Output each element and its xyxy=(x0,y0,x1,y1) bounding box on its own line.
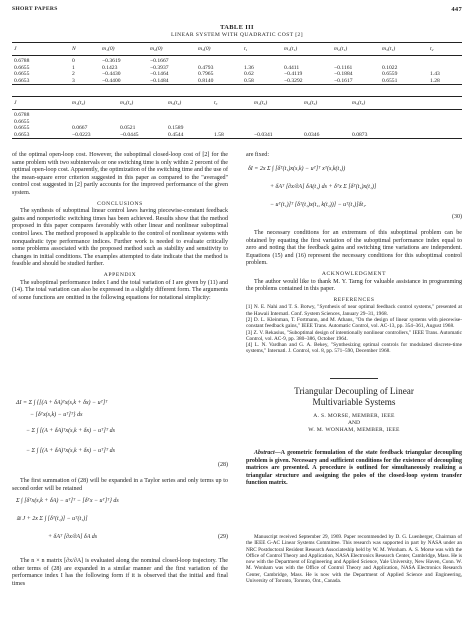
table-cell: 0.4411 xyxy=(284,64,300,71)
column-header: m₂(t₃) xyxy=(304,99,318,106)
table-cell: 0.1022 xyxy=(382,64,398,71)
table-cell: 0.6653 xyxy=(14,77,30,84)
table-cell: 0.1589 xyxy=(168,125,184,132)
table-cell xyxy=(118,110,166,119)
table-cell xyxy=(428,65,462,72)
right-column xyxy=(246,230,462,355)
table-cell: 3 xyxy=(72,77,75,84)
paragraph-taylor: The first summation of (28) will be expanded in a Taylor series and only terms up to second order will be retained xyxy=(12,478,228,492)
table-cell: 0.6788 xyxy=(14,112,30,118)
table-cell xyxy=(212,125,252,132)
article-footnote xyxy=(246,534,462,584)
abstract-label: Abstract xyxy=(254,450,275,456)
table-cell: 0.8140 xyxy=(198,77,214,84)
table-cell: 1 xyxy=(72,64,75,71)
column-header: m₁(t₁) xyxy=(284,45,298,52)
footnote-text: Manuscript received September 29, 1969. Paper recommended by D. G. Luenberger, Chairman of the IEEE G-AC Linear Systems Committee. This research was supported in part by NASA under an NRC Postdoctoral Resident Research Associateship held by W. M. Wonham. A. S. Morse was with the Office of Control Theory and Application, NASA Electronics Research Center, Cambridge, Mass. He is now with the Department of Engineering and Applied Science, Yale University, New Haven, Conn. W. M. Wonham was with the Office of Control Theory and Application, NASA Electronics Research Center, Cambridge, Mass. He is now with the Department of Applied Science and Engineering, University of Toronto, Toronto, Ont., Canada. xyxy=(246,534,462,585)
equation-30 xyxy=(246,162,462,228)
column-header: m₂(t₁) xyxy=(334,45,348,52)
equation-29 xyxy=(12,496,228,554)
table-row xyxy=(12,125,462,132)
article-header xyxy=(246,386,462,434)
paragraph-first-variation: The n × n matrix [∂x/∂A] is evaluated along the nominal closed-loop trajectory. The other terms of (28) are expanded in a similar manner and the first variation of the performance index I has the following form if it is observed that the initial and final times xyxy=(12,558,228,587)
article-author-1: A. S. MORSE, MEMBER, IEEE xyxy=(313,413,395,419)
table-row xyxy=(12,132,462,139)
table-cell: 0.6655 xyxy=(14,71,30,78)
table-row xyxy=(12,71,462,78)
table-cell: −0.1464 xyxy=(150,71,169,78)
reference-item: [1] N. E. Nahi and T. S. Botwy, "Synthesis of near optimal feedback control systems," presented at the Hawaii Internatl. Conf. System Sciences, January 29–31, 1968. xyxy=(246,304,462,317)
eq28-number: (28) xyxy=(218,462,228,468)
table-cell: 0.4544 xyxy=(168,131,184,138)
paragraph-necessary-conditions: The necessary conditions for an extremum of this suboptimal problem can be obtained by equating the first variation of the suboptimal performance index equal to zero and noting that the feedback gains and switching time variations are independent. Equations (15) and (16) represent the necessary conditions for this suboptimal control problem. xyxy=(246,230,462,267)
table-cell: 0.6655 xyxy=(14,125,30,132)
eq30-number: (30) xyxy=(452,214,462,220)
article-title-line-1: Triangular Decoupling of Linear xyxy=(294,386,414,396)
column-header: m₁(t₂) xyxy=(72,99,86,106)
eq30-line-2: + δAᵀ [∂x/∂A] δA(t₁) ds + δᵀx Σ [δᵀ(t₁)x(t₁)] xyxy=(270,184,377,190)
table-cell xyxy=(302,125,350,132)
table-cell xyxy=(350,119,462,126)
table-cell: 0.7965 xyxy=(198,71,214,78)
table-cell: 0.6653 xyxy=(14,131,30,138)
table-cell xyxy=(70,119,118,126)
table-cell: 0.6655 xyxy=(14,64,30,71)
table-cell: −0.3619 xyxy=(102,58,121,64)
table-cell xyxy=(212,119,252,126)
table-cell: −0.4430 xyxy=(102,71,121,78)
left-column-continued xyxy=(12,478,228,493)
table-cell: 0.0521 xyxy=(120,125,136,132)
heading-conclusions: CONCLUSIONS xyxy=(97,200,143,207)
article-abstract xyxy=(246,450,462,488)
column-header: t₁ xyxy=(244,45,248,52)
table-cell: 0.1423 xyxy=(102,64,118,71)
running-header xyxy=(12,6,462,15)
table-row xyxy=(12,56,462,65)
table-cell: −0.3937 xyxy=(150,64,169,71)
table-cell: 0.6655 xyxy=(14,118,30,125)
journal-section: SHORT PAPERS xyxy=(12,6,58,12)
table-title: TABLE III xyxy=(220,24,254,31)
equation-28 xyxy=(12,398,228,476)
eq28-line-3: − Σ ∫ [(A + δA)ᵀx(s,k + δx) − uᵀ]ᵀ ds xyxy=(26,428,115,434)
column-header: t₂ xyxy=(430,45,434,52)
right-column-top xyxy=(246,152,462,160)
table-cell: −0.1667 xyxy=(150,58,169,64)
eq28-line-4: − Σ ∫ [(A + δA)ᵀx(s,k + δx) − uᵀ]ᵀ ds xyxy=(26,448,115,454)
column-header: N xyxy=(72,45,76,52)
column-header: t₃ xyxy=(214,99,218,106)
table-cell: −0.1161 xyxy=(334,64,353,71)
results-table-part-1 xyxy=(12,42,462,85)
table-cell: −0.1884 xyxy=(334,71,353,78)
table-cell: 0.0873 xyxy=(352,131,368,138)
table-cell: 2 xyxy=(72,71,75,78)
table-cell: 0.6788 xyxy=(14,58,30,64)
table-cell: −0.0445 xyxy=(120,131,139,138)
reference-item: [4] L. N. Vardhan and G. A. Bekey, "Synthesizing optimal controls for modulated discrete-time systems," Internatl. J. Control, vol. 8, pp. 571–590, December 1968. xyxy=(246,342,462,355)
paragraph-results: of the optimal open-loop cost. However, the suboptimal closed-loop cost of [2] for the same problem with two subintervals or one switching time is only within 2 percent of the optimal open-loop cost. Apparently, the optimization of the switching time and the use of the mean-square error criterion suggested in this paper as compared to the "averaged" control cost suggested in [2] partly accounts for the improved performance of the given system. xyxy=(12,152,228,196)
results-table-part-2 xyxy=(12,96,462,139)
page-number: 447 xyxy=(451,6,462,13)
table-cell xyxy=(70,110,118,119)
column-header: m₁(t₃) xyxy=(254,99,268,106)
table-cell: 1.58 xyxy=(214,131,224,138)
table-cell xyxy=(282,56,332,65)
table-cell xyxy=(242,56,282,65)
eq30-line-3: − uᵀ(t₁)]ᵀ [δᵀ(t₁)x(t₁, k(t₁))] − uᵀ(t₁)]δt₁. xyxy=(270,202,367,208)
column-header: m₂(0) xyxy=(150,45,163,52)
paragraph-appendix: The suboptimal performance index I and the total variation of I are given by (11) and (14). The total variation can also be expressed in a slightly different form. The arguments of some functions are omitted in the following equations for notational simplicity: xyxy=(12,279,228,301)
table-cell: −0.0341 xyxy=(254,131,273,138)
table-cell: −0.1484 xyxy=(150,77,169,84)
column-header: m₂(t₂) xyxy=(120,99,134,106)
paragraph-acknowledgment: The author would like to thank M. Y. Tarng for valuable assistance in programming the problems contained in this paper. xyxy=(246,278,462,293)
table-cell: 0.58 xyxy=(244,77,254,84)
heading-references: REFERENCES xyxy=(333,296,375,303)
table-cell xyxy=(252,110,302,119)
paragraph-conclusions: The synthesis of suboptimal linear control laws having piecewise-constant feedback gains and nonperiodic switching times has been achieved. Results show that the method proposed in this paper compares favorably with other linear and nonlinear suboptimal control laws. The method proposed is applicable to the control of nonlinear systems with nonquadratic type performance indices. Further work is needed to evaluate critically some problems associated with the proposed method such as stability and sensitivity to changes in initial conditions. The examples attempted to date indicate that the method is feasible and should be studied further. xyxy=(12,208,228,268)
table-cell: 0 xyxy=(72,58,75,64)
table-cell xyxy=(302,110,350,119)
column-header: J xyxy=(14,99,17,106)
eq30-line-1: δI = 2x Σ ∫ [δᵀ(t₁)x(s,k) − uᵀ]ᵀ xᵀ(s,k(t₁)) xyxy=(248,166,346,172)
column-header: J xyxy=(14,45,17,52)
eq28-line-1: ΔI = Σ ∫ {[(A + δA)ᵀx(s,k + δx) − uᵀ]ᵀ xyxy=(16,400,108,406)
table-cell xyxy=(166,110,212,119)
table-cell: −0.4400 xyxy=(102,77,121,84)
column-header: m₃(t₃) xyxy=(352,99,366,106)
eq29-line-3: + δAᵀ [∂x/∂A] δA ds xyxy=(48,534,98,540)
eq29-line-2: ≅ J + 2x Σ ∫ [δᵀ(t₁)] − uᵀ(t₁)] xyxy=(16,516,88,522)
article-author-conjunction: AND xyxy=(347,420,361,426)
column-header: m₃(t₂) xyxy=(168,99,182,106)
table-cell: 0.4793 xyxy=(198,64,214,71)
eq29-number: (29) xyxy=(218,534,228,540)
table-cell xyxy=(350,125,462,132)
table-subtitle: LINEAR SYSTEM WITH QUADRATIC COST [2] xyxy=(171,32,303,38)
table-cell: 0.6559 xyxy=(382,71,398,78)
table-cell xyxy=(332,56,380,65)
table-cell xyxy=(252,125,302,132)
table-cell: 0.62 xyxy=(244,71,254,78)
table-cell xyxy=(118,119,166,126)
table-cell: 0.0667 xyxy=(72,125,88,132)
table-cell xyxy=(252,119,302,126)
table-row xyxy=(12,78,462,85)
table-row xyxy=(12,110,462,119)
table-cell xyxy=(380,56,428,65)
table-cell xyxy=(196,56,242,65)
table-row xyxy=(12,119,462,126)
table-cell: 0.0346 xyxy=(304,131,320,138)
table-row xyxy=(12,65,462,72)
abstract-text: —A geometric formulation of the state feedback triangular decoupling problem is given. Necessary and sufficient conditions for the existence of decoupling matrices are presented. A procedure is outlined for simultaneously realizing a triangular structure and assigning the poles of the closed-loop system transfer function matrix. xyxy=(246,450,462,486)
reference-item: [3] Z. V. Rekasius, "Suboptimal design of intentionally nonlinear controllers," IEEE Trans. Automatic Control, vol. AC-9, pp. 380–386, October 1964. xyxy=(246,329,462,342)
column-header: m₃(t₁) xyxy=(382,45,396,52)
left-column xyxy=(12,152,228,302)
heading-appendix: APPENDIX xyxy=(103,271,137,278)
column-header: m₁(0) xyxy=(102,45,115,52)
table-cell xyxy=(166,119,212,126)
table-cell: 1.43 xyxy=(430,71,440,78)
table-cell xyxy=(428,56,462,65)
article-separator xyxy=(330,378,378,379)
heading-acknowledgment: ACKNOWLEDGMENT xyxy=(321,270,387,277)
eq29-line-1: Σ ∫ [δᵀx(s,k + δA) − uᵀ]ᵀ − [δᵀx − uᵀ]ᵀ} ds xyxy=(16,498,119,504)
article-title-line-2: Multivariable Systems xyxy=(312,397,396,407)
eq28-line-2: − [δᵀx(s,k) − uᵀ]ᵀ} ds xyxy=(30,412,83,418)
table-cell: 1.36 xyxy=(244,64,254,71)
table-cell xyxy=(302,119,350,126)
table-cell: −0.0223 xyxy=(72,131,91,138)
paragraph-fixed: are fixed: xyxy=(246,152,269,158)
left-column-end xyxy=(12,558,228,588)
article-author-2: W. M. WONHAM, MEMBER, IEEE xyxy=(308,427,400,433)
reference-item: [2] D. L. Kleinman, T. Fortmann, and M. Athans, "On the design of linear systems with piecewise-constant feedback gains," IEEE Trans. Automatic Control, vol. AC-13, pp. 354–361, August 1968. xyxy=(246,316,462,330)
table-cell: −0.4119 xyxy=(284,71,303,78)
table-cell xyxy=(212,110,252,119)
table-cell: 0.6551 xyxy=(382,77,398,84)
table-cell: −0.1617 xyxy=(334,77,353,84)
table-cell: −0.3292 xyxy=(284,77,303,84)
column-header: m₃(0) xyxy=(198,45,211,52)
table-cell: 1.28 xyxy=(430,77,440,84)
table-cell xyxy=(350,110,462,119)
